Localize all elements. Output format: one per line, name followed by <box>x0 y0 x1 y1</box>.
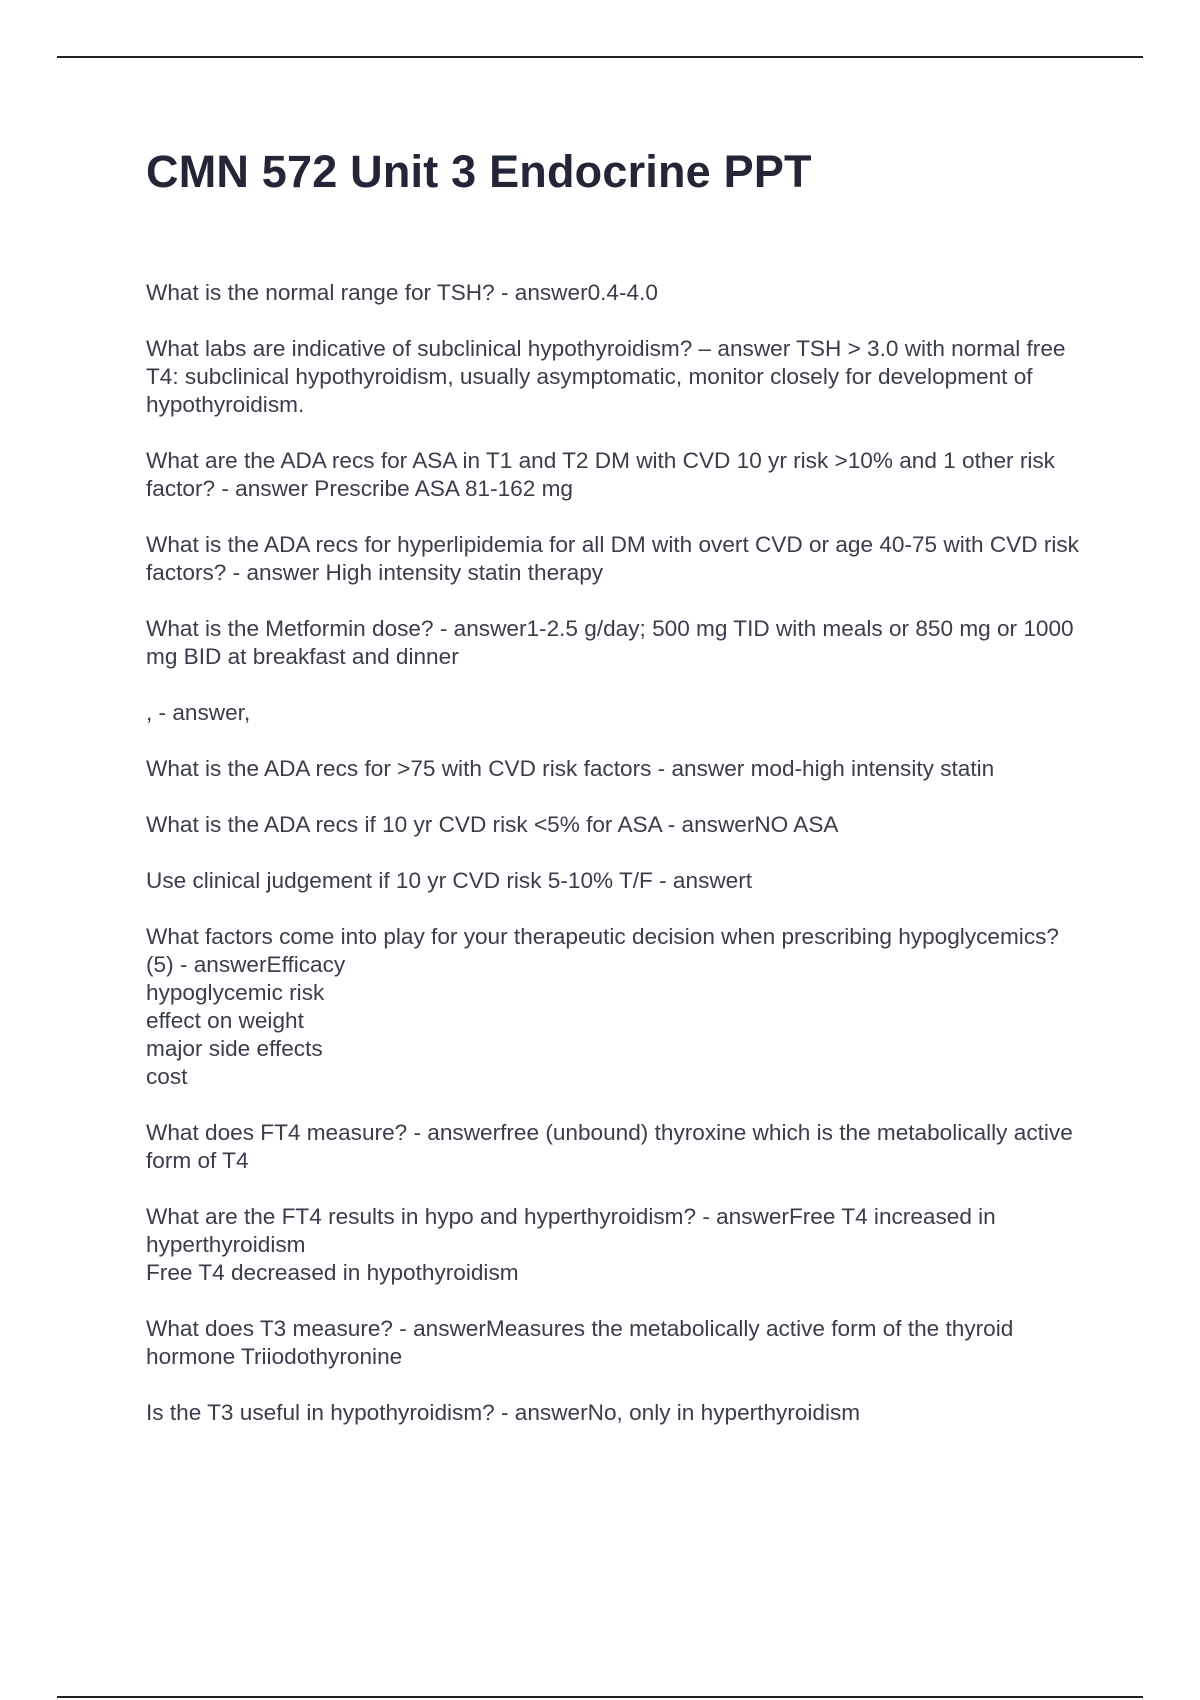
qa-item-ft4-results: What are the FT4 results in hypo and hyperthyroidism? - answerFree T4 increased in hyperthyroidism Free T4 decreased in hypothyroidism <box>146 1204 996 1285</box>
qa-item-ada-over-75: What is the ADA recs for >75 with CVD risk factors - answer mod-high intensity statin <box>146 756 995 781</box>
qa-item-ada-low-risk-asa: What is the ADA recs if 10 yr CVD risk <5% for ASA - answerNO ASA <box>146 812 839 837</box>
qa-item-empty: , - answer, <box>146 700 251 725</box>
qa-list <box>146 279 1086 1427</box>
qa-item-ada-hyperlipidemia: What is the ADA recs for hyperlipidemia for all DM with overt CVD or age 40-75 with CVD risk factors? - answer High intensity statin therapy <box>146 532 1079 585</box>
qa-item-tsh-range: What is the normal range for TSH? - answer0.4-4.0 <box>146 280 658 305</box>
qa-item-metformin-dose: What is the Metformin dose? - answer1-2.5 g/day; 500 mg TID with meals or 850 mg or 1000 mg BID at breakfast and dinner <box>146 616 1074 669</box>
document-title: CMN 572 Unit 3 Endocrine PPT <box>146 146 812 197</box>
qa-item-ada-asa: What are the ADA recs for ASA in T1 and T2 DM with CVD 10 yr risk >10% and 1 other risk factor? - answer Prescribe ASA 81-162 mg <box>146 448 1055 501</box>
document-body <box>146 140 1086 1455</box>
qa-item-hypoglycemic-factors: What factors come into play for your therapeutic decision when prescribing hypoglycemics? (5) - answerEfficacy hypoglycemic risk effect on weight major side effects cost <box>146 924 1059 1089</box>
top-divider <box>57 56 1143 58</box>
qa-item-t3-usefulness: Is the T3 useful in hypothyroidism? - answerNo, only in hyperthyroidism <box>146 1400 861 1425</box>
qa-item-ft4-measure: What does FT4 measure? - answerfree (unbound) thyroxine which is the metabolically active form of T4 <box>146 1120 1073 1173</box>
qa-item-subclinical-hypothyroidism: What labs are indicative of subclinical hypothyroidism? – answer TSH > 3.0 with normal free T4: subclinical hypothyroidism, usually asymptomatic, monitor closely for development of hypothyroidism. <box>146 336 1066 417</box>
bottom-divider <box>57 1696 1143 1698</box>
qa-item-t3-measure: What does T3 measure? - answerMeasures the metabolically active form of the thyroid hormone Triiodothyronine <box>146 1316 1014 1369</box>
qa-item-clinical-judgement: Use clinical judgement if 10 yr CVD risk 5-10% T/F - answert <box>146 868 753 893</box>
